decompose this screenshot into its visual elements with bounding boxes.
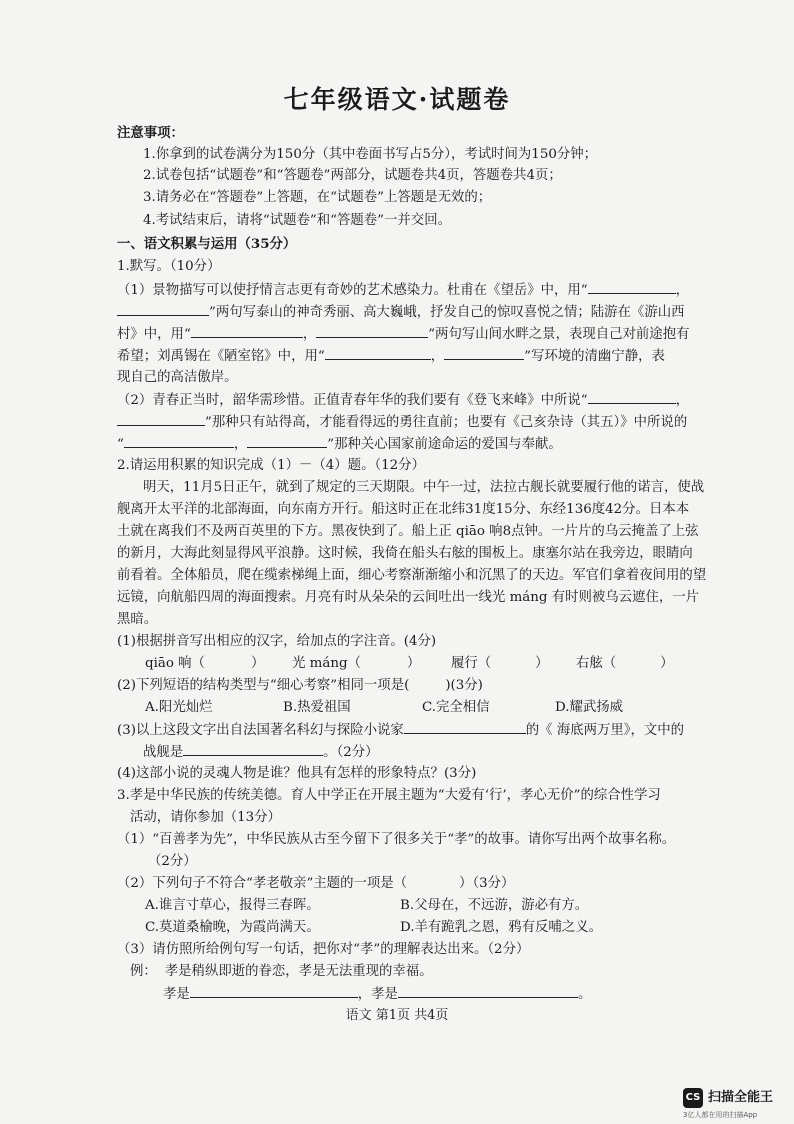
fill-line <box>163 985 591 1004</box>
text-segment: 的《 海底两万里》，文中的 <box>525 723 685 738</box>
option-d: D.耀武扬威 <box>555 700 624 715</box>
option-a: A.谁言寸草心，报得三春晖。 <box>145 898 320 913</box>
text-segment: ）（3分） <box>459 876 515 891</box>
text-segment: （2）下列句子不符合“孝老敬亲”主题的一项是（ <box>117 876 408 891</box>
section-heading: 一、语文积累与运用（35分） <box>117 236 297 252</box>
answer-blank[interactable] <box>190 985 358 998</box>
pinyin-label: 履行（ <box>451 656 492 671</box>
text-segment: ”那种只有站得高，才能看得远的勇往直前；也要有《己亥杂诗（其五）》中所说的 <box>205 415 688 430</box>
text-segment: 战舰是 <box>143 745 184 760</box>
notice-item: 1.你拿到的试卷满分为150分（其中卷面书写占5分），考试时间为150分钟； <box>143 147 598 162</box>
sub-question <box>117 677 483 695</box>
passage-line: 的新月，大海此刻显得风平浪静。这时候，我倚在船头右舷的围板上。康塞尔站在我旁边，眼睛向 <box>117 546 693 561</box>
answer-blank[interactable] <box>325 347 431 360</box>
text-segment: )(3分) <box>445 678 483 693</box>
question-title: 3.孝是中华民族的传统美德。育人中学正在开展主题为“大爱有‘行’，孝心无价”的综合性学习 <box>117 788 661 803</box>
question-text <box>117 325 689 344</box>
text-segment: ”两句写山间水畔之景，表现自己对前途抱有 <box>428 327 690 342</box>
text-segment: （1）景物描写可以使抒情言志更有奇妙的艺术感染力。杜甫在《望岳》中，用“ <box>117 283 588 298</box>
pinyin-item <box>576 655 674 673</box>
text-segment: ”那种关心国家前途命运的爱国与奉献。 <box>327 437 562 452</box>
question-title-cont: 活动，请你参加（13分） <box>130 810 281 825</box>
question-text: 现自己的高洁傲岸。 <box>117 370 238 385</box>
answer-blank[interactable] <box>117 413 205 426</box>
notice-heading: 注意事项： <box>117 125 184 141</box>
comma: ， <box>233 437 248 452</box>
text-segment: ”两句写泰山的神奇秀丽、高大巍峨，抒发自己的惊叹喜悦之情；陆游在《游山西 <box>209 305 685 320</box>
notice-item: 3.请务必在“答题卷”上答题，在“试题卷”上答题是无效的； <box>143 190 492 205</box>
sub-question <box>117 721 684 740</box>
answer-blank[interactable] <box>588 391 676 404</box>
text-segment: 村》中，用“ <box>117 327 191 342</box>
option-d: D.羊有跪乳之恩，鸦有反哺之义。 <box>400 920 602 935</box>
pinyin-label: qiāo 响（ <box>145 656 205 671</box>
question-title: 2.请运用积累的知识完成（1）－（4）题。（12分） <box>117 458 425 473</box>
text-segment: ”写环境的清幽宁静，表 <box>524 349 665 364</box>
answer-blank[interactable] <box>398 985 578 998</box>
answer-blank[interactable] <box>247 435 327 448</box>
question-text <box>117 281 689 300</box>
comma: ， <box>430 349 445 364</box>
cs-logo-icon: CS <box>683 1088 703 1108</box>
notice-item: 4.考试结束后，请将“试题卷”和“答题卷”一并交回。 <box>143 213 451 228</box>
bracket: ） <box>535 656 549 671</box>
pinyin-item <box>292 655 420 673</box>
passage-line: 明天，11月5日正午，就到了规定的三天期限。中午一过，法拉古舰长就要履行他的诺言，使战 <box>143 480 705 495</box>
text-segment: 希望；刘禹锡在《陋室铭》中，用“ <box>117 349 325 364</box>
answer-blank[interactable] <box>588 281 676 294</box>
text-segment: “ <box>117 437 124 452</box>
question-text <box>117 391 689 410</box>
question-text <box>117 347 665 366</box>
page-footer: 语文 第1页 共4页 <box>345 1008 449 1023</box>
text-segment: 孝是 <box>163 987 190 1002</box>
passage-line: 舰离开太平洋的北部海面，向东南方开行。船这时正在北纬31度15分、东经136度42分。日本本 <box>117 502 690 517</box>
answer-blank[interactable] <box>444 347 524 360</box>
text-segment: (3)以上这段文字出自法国著名科幻与探险小说家 <box>117 723 404 738</box>
option-c: C.完全相信 <box>422 700 490 715</box>
pinyin-item <box>451 655 549 673</box>
option-a: A.阳光灿烂 <box>145 700 213 715</box>
passage-line: 黑暗。 <box>117 612 158 627</box>
text-segment: (2)下列短语的结构类型与“细心考察”相同一项是( <box>117 678 410 693</box>
sub-question: (4)这部小说的灵魂人物是谁？他具有怎样的形象特点？(3分) <box>117 766 477 781</box>
pinyin-label: 光 máng（ <box>292 656 361 671</box>
option-b: B.父母在，不远游，游必有方。 <box>400 898 589 913</box>
notice-item: 2.试卷包括“试题卷”和“答题卷”两部分，试题卷共4页，答题卷共4页； <box>143 168 562 183</box>
question-title: 1.默写。（10分） <box>117 259 221 274</box>
text-segment: ，孝是 <box>357 987 398 1002</box>
text-segment: （2）青春正当时，韶华需珍惜。正值青春年华的我们要有《登飞来峰》中所说“ <box>117 393 588 408</box>
example-label: 例： <box>130 964 157 979</box>
pinyin-label: 右舷（ <box>576 656 617 671</box>
option-c: C.莫道桑榆晚，为霞尚满天。 <box>145 920 320 935</box>
bracket: ） <box>660 656 674 671</box>
comma: ， <box>302 327 317 342</box>
comma: ， <box>675 283 690 298</box>
sub-question: (1)根据拼音写出相应的汉字，给加点的字注音。(4分) <box>117 634 437 649</box>
sub-score: （2分） <box>148 854 197 869</box>
answer-blank[interactable] <box>183 743 323 756</box>
sub-question <box>143 743 379 762</box>
pinyin-item <box>145 655 264 673</box>
question-text <box>117 435 562 454</box>
answer-blank[interactable] <box>404 721 526 734</box>
answer-blank[interactable] <box>316 325 428 338</box>
sub-question: （1）“百善孝为先”，中华民族从古至今留下了很多关于“孝”的故事。请你写出两个故事名称。 <box>117 832 676 847</box>
example-text: 孝是稍纵即逝的眷恋，孝是无法重现的幸福。 <box>164 964 433 979</box>
bracket: ） <box>250 656 265 671</box>
watermark-sub: 3亿人都在用的扫描App <box>683 1111 758 1119</box>
page-title: 七年级语文·试题卷 <box>283 85 511 114</box>
bracket: ） <box>406 656 421 671</box>
sub-question: （3）请仿照所给例句写一句话，把你对“孝”的理解表达出来。（2分） <box>117 942 530 957</box>
comma: ， <box>675 393 690 408</box>
scanner-watermark <box>683 1086 793 1120</box>
example-line <box>130 963 433 981</box>
answer-blank[interactable] <box>191 325 303 338</box>
answer-blank[interactable] <box>117 303 209 316</box>
answer-blank[interactable] <box>124 435 234 448</box>
sub-question <box>117 875 514 893</box>
text-segment: 。 <box>577 987 592 1002</box>
option-b: B.热爱祖国 <box>283 700 351 715</box>
text-segment: 。（2分） <box>323 745 379 760</box>
question-text <box>117 303 685 322</box>
watermark-name: 扫描全能王 <box>708 1090 774 1105</box>
passage-line: 前看着。全体船员，爬在缆索梯绳上面，细心考察渐渐缩小和沉黑了的天边。军官们拿着夜间用的望 <box>117 568 707 583</box>
passage-line: 土就在离我们不及两百英里的下方。黑夜快到了。船上正 qiāo 响8点钟。一片片的乌云掩盖了上弦 <box>117 524 699 539</box>
question-text <box>117 413 687 432</box>
passage-line: 远镜，向航船四周的海面搜索。月亮有时从朵朵的云间吐出一线光 máng 有时则被乌云遮住，一片 <box>117 590 700 605</box>
